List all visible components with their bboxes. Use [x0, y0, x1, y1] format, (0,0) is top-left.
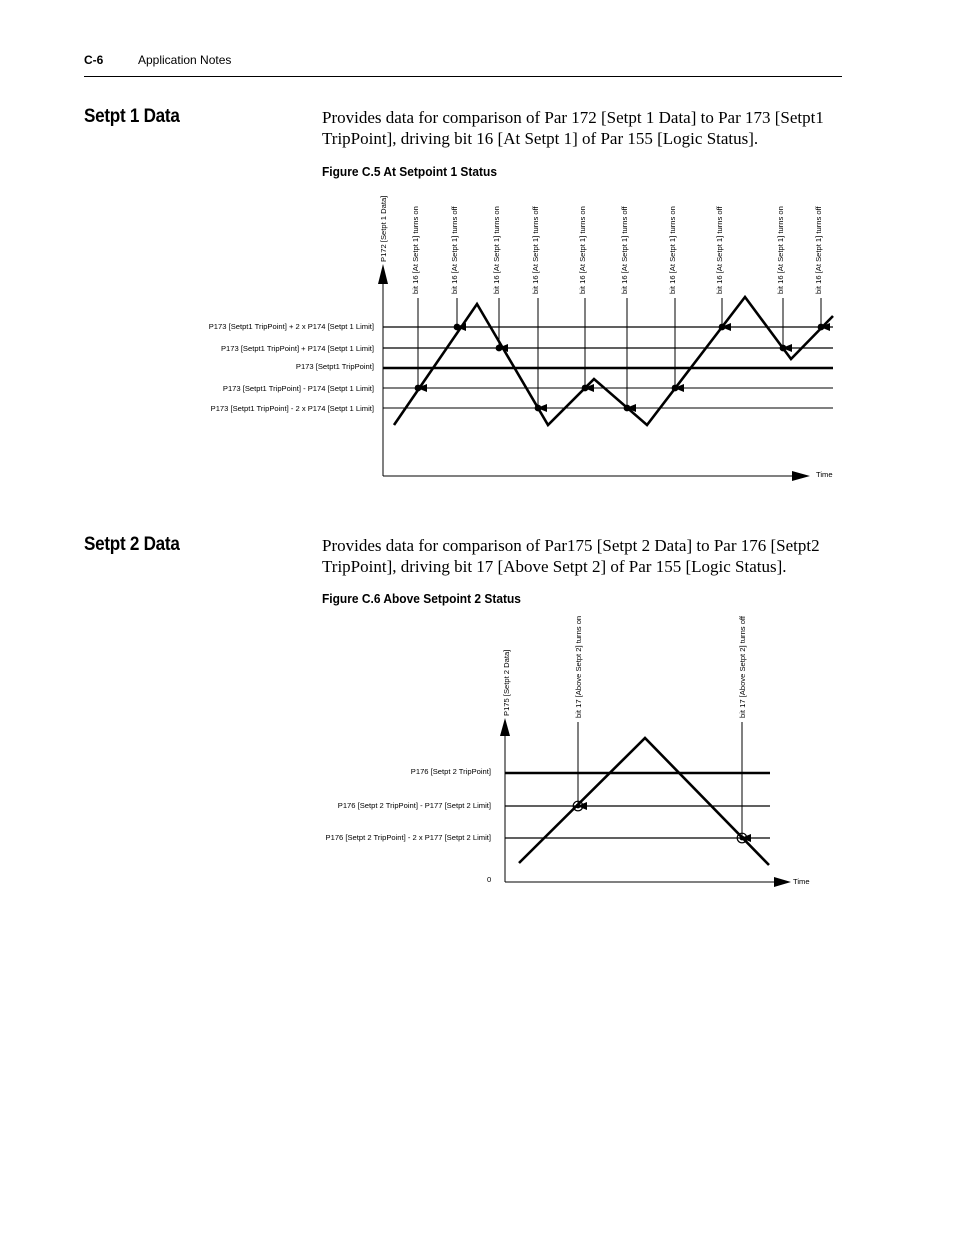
fig1-event-label: bit 16 [At Setpt 1] turns off [814, 206, 823, 294]
section-title-setpt1: Setpt 1 Data [84, 106, 180, 127]
fig2-x-label: Time [793, 877, 810, 886]
page-number: C-6 [84, 53, 104, 67]
section-body-setpt1: Provides data for comparison of Par 172 [Setpt 1 Data] to Par 173 [Setpt1 TripPoint], driving bit 16 [At Setpt 1] of Par 155 [Logic Status]. [322, 108, 824, 148]
fig1-x-label: Time [816, 470, 833, 479]
fig1-event-label: bit 16 [At Setpt 1] turns on [668, 206, 677, 294]
fig1-level-label: P173 [Setpt1 TripPoint] [295, 362, 374, 371]
fig2-origin-label: 0 [487, 875, 492, 884]
fig1-event-label: bit 16 [At Setpt 1] turns off [531, 206, 540, 294]
fig2-signal-waveform [519, 738, 769, 865]
fig2-event-label: bit 17 [Above Setpt 2] turns off [738, 615, 747, 718]
figure-caption-c5: Figure C.5 At Setpoint 1 Status [322, 164, 497, 179]
fig1-level-label: P173 [Setpt1 TripPoint] - 2 x P174 [Setpt 1 Limit] [210, 404, 374, 413]
fig1-event-label: bit 16 [At Setpt 1] turns off [715, 206, 724, 294]
fig2-level-label: P176 [Setpt 2 TripPoint] [410, 767, 491, 776]
fig2-level-label: P176 [Setpt 2 TripPoint] - 2 x P177 [Setpt 2 Limit] [325, 833, 491, 842]
running-header: Application Notes [138, 53, 232, 67]
fig2-event-label: bit 17 [Above Setpt 2] turns on [574, 615, 583, 718]
fig1-event-label: bit 16 [At Setpt 1] turns on [411, 206, 420, 294]
fig2-x-axis-arrow [774, 877, 791, 887]
fig1-event-label: bit 16 [At Setpt 1] turns on [492, 206, 501, 294]
fig1-event-label: bit 16 [At Setpt 1] turns off [620, 206, 629, 294]
fig2-event-point [740, 836, 745, 841]
fig2-level-label: P176 [Setpt 2 TripPoint] - P177 [Setpt 2 Limit] [337, 801, 491, 810]
fig1-y-label: P172 [Setpt 1 Data] [379, 195, 388, 262]
section-title-setpt2: Setpt 2 Data [84, 534, 180, 555]
fig2-event-point [576, 804, 581, 809]
fig1-level-label: P173 [Setpt1 TripPoint] + P174 [Setpt 1 Limit] [220, 344, 374, 353]
fig1-level-label: P173 [Setpt1 TripPoint] + 2 x P174 [Setpt 1 Limit] [208, 322, 374, 331]
fig2-y-axis-arrow [500, 718, 510, 736]
fig1-event-label: bit 16 [At Setpt 1] turns off [450, 206, 459, 294]
fig1-event-label: bit 16 [At Setpt 1] turns on [578, 206, 587, 294]
fig1-event-label: bit 16 [At Setpt 1] turns on [776, 206, 785, 294]
fig2-y-label: P175 [Setpt 2 Data] [502, 649, 511, 716]
section-body-setpt2: Provides data for comparison of Par175 [Setpt 2 Data] to Par 176 [Setpt2 TripPoint], driving bit 17 [Above Setpt 2] of Par 155 [Logic Status]. [322, 536, 820, 576]
figure-caption-c6: Figure C.6 Above Setpoint 2 Status [322, 591, 521, 606]
fig1-level-label: P173 [Setpt1 TripPoint] - P174 [Setpt 1 Limit] [222, 384, 374, 393]
